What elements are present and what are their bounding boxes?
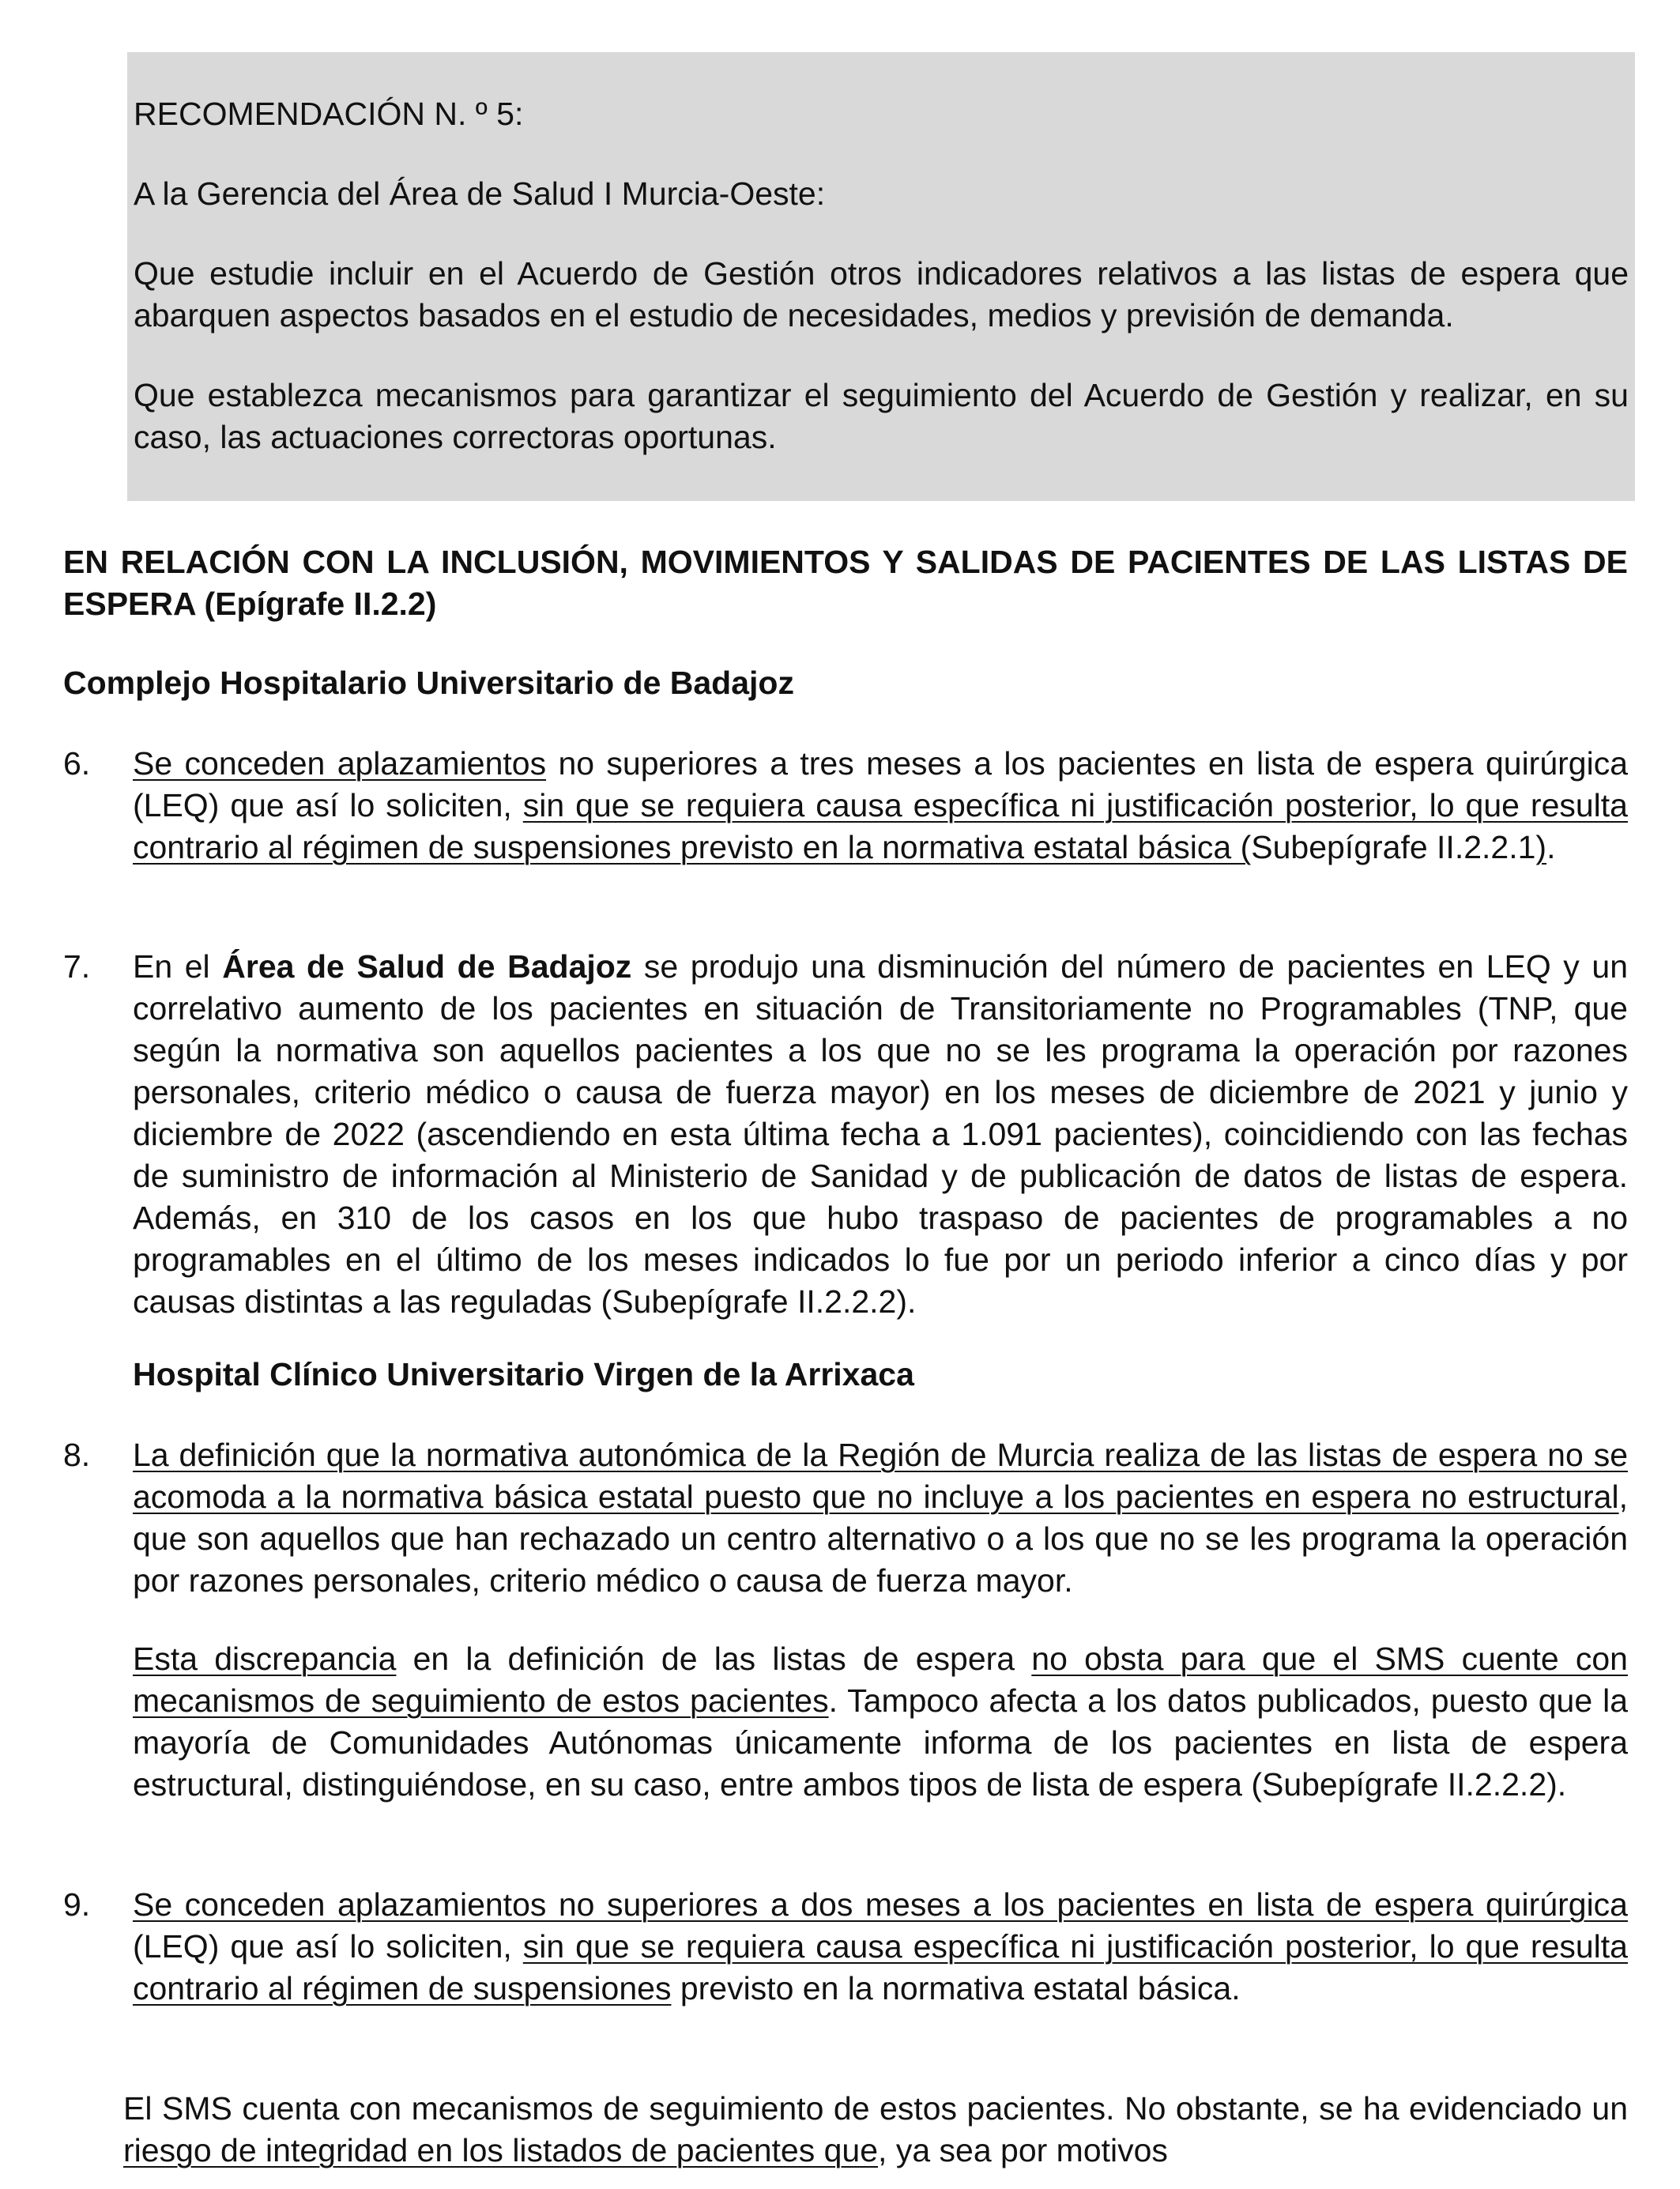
item-6-period: .	[1546, 829, 1556, 865]
item-9-underlined-2: sin que se requiera causa específica ni justificación posterior, lo que resulta contrario al régimen de suspensiones	[133, 1928, 1628, 2006]
item-7-bold-area: Área de Salud de Badajoz	[222, 948, 632, 985]
item-6-reference: Subepígrafe II.2.2.1	[1251, 829, 1536, 865]
item-8-underlined-3: no obsta para que el SMS cuente con mecanismos de seguimiento de estos pacientes	[133, 1641, 1628, 1719]
section-heading: EN RELACIÓN CON LA INCLUSIÓN, MOVIMIENTOS Y SALIDAS DE PACIENTES DE LAS LISTAS DE ESPERA (Epígrafe II.2.2)	[63, 544, 1628, 622]
item-9-text-2: previsto en la normativa estatal básica.	[671, 1970, 1241, 2006]
item-7-text-2: se produjo una disminución del número de pacientes en LEQ y un correlativo aumento de los pacientes en situación de Transitoriamente no Programables (TNP, que según la normativa son aquellos pacientes a los que no se les programa la operación por razones personales, criterio médico o causa de fuerza mayor) en los meses de diciembre de 2021 y junio y diciembre de 2022 (ascendiendo en esta última fecha a 1.091 pacientes), coincidiendo con las fechas de suministro de información al Ministerio de Sanidad y de publicación de datos de listas de espera. Además, en 310 de los casos en los que hubo traspaso de pacientes de programables a no programables en el último de los meses indicados lo fue por un periodo inferior a cinco días y por causas distintas a las reguladas (Subepígrafe II.2.2.2).	[133, 948, 1629, 1320]
closing-text-1: El SMS cuenta con mecanismos de seguimiento de estos pacientes. No obstante, se ha evidenciado un	[123, 2090, 1628, 2127]
item-9-underlined-1: Se conceden aplazamientos no superiores a dos meses a los pacientes en lista de espera quirúrgica	[133, 1886, 1628, 1923]
item-6-underlined-2: sin que se requiera causa específica ni justificación posterior, lo que resulta contrario al régimen de suspensiones previsto en la normativa estatal básica (	[133, 787, 1628, 865]
recommendation-heading: RECOMENDACIÓN N. º 5:	[134, 96, 524, 132]
subheading-badajoz: Complejo Hospitalario Universitario de Badajoz	[63, 665, 794, 701]
item-8-paragraph-2	[133, 1638, 1628, 1806]
item-number-6: 6.	[63, 745, 91, 782]
recommendation-addressee: A la Gerencia del Área de Salud I Murcia-Oeste:	[134, 175, 826, 212]
item-7	[133, 946, 1628, 1323]
item-8-underlined-1: La definición que la normativa autonómica de la Región de Murcia realiza de las listas de espera no se acomoda a la normativa básica estatal puesto que no incluye a los pacientes en espera no estructural	[133, 1437, 1628, 1515]
recommendation-paragraph-2: Que establezca mecanismos para garantizar el seguimiento del Acuerdo de Gestión y realizar, en su caso, las actuaciones correctoras oportunas.	[134, 377, 1629, 455]
item-6-close-paren: )	[1535, 829, 1547, 865]
recommendation-paragraph-1: Que estudie incluir en el Acuerdo de Gestión otros indicadores relativos a las listas de espera que abarquen aspectos basados en el estudio de necesidades, medios y previsión de demanda.	[134, 255, 1629, 333]
item-number-7: 7.	[63, 948, 91, 985]
closing-paragraph	[123, 2088, 1628, 2172]
item-number-8: 8.	[63, 1437, 91, 1473]
recommendation-box	[127, 52, 1635, 501]
item-6-text-1: no superiores a tres meses a los pacientes en lista de espera quirúrgica (LEQ) que así lo soliciten,	[133, 745, 1629, 823]
closing-underlined: riesgo de integridad en los listados de pacientes que	[123, 2132, 879, 2168]
item-7-text-1: En el	[133, 948, 223, 985]
item-number-9: 9.	[63, 1886, 91, 1923]
item-8-text-1: , que son aquellos que han rechazado un centro alternativo o a los que no se les programa la operación por razones personales, criterio médico o causa de fuerza mayor.	[133, 1479, 1628, 1599]
item-8-text-2: en la definición de las listas de espera	[396, 1641, 1032, 1677]
item-9	[133, 1884, 1628, 2010]
closing-text-2: , ya sea por motivos	[878, 2132, 1168, 2168]
item-8-underlined-2: Esta discrepancia	[133, 1641, 397, 1677]
item-8-text-3: . Tampoco afecta a los datos publicados, puesto que la mayoría de Comunidades Autónomas únicamente informa de los pacientes en lista de espera estructural, distinguiéndose, en su caso, entre ambos tipos de lista de espera (Subepígrafe II.2.2.2).	[133, 1682, 1629, 1803]
item-6	[133, 743, 1628, 868]
item-9-text-1: (LEQ) que así lo soliciten,	[133, 1928, 523, 1965]
item-6-underlined-1: Se conceden aplazamientos	[133, 745, 547, 782]
item-8-paragraph-1	[133, 1434, 1628, 1602]
subheading-arrixaca: Hospital Clínico Universitario Virgen de la Arrixaca	[133, 1356, 914, 1392]
